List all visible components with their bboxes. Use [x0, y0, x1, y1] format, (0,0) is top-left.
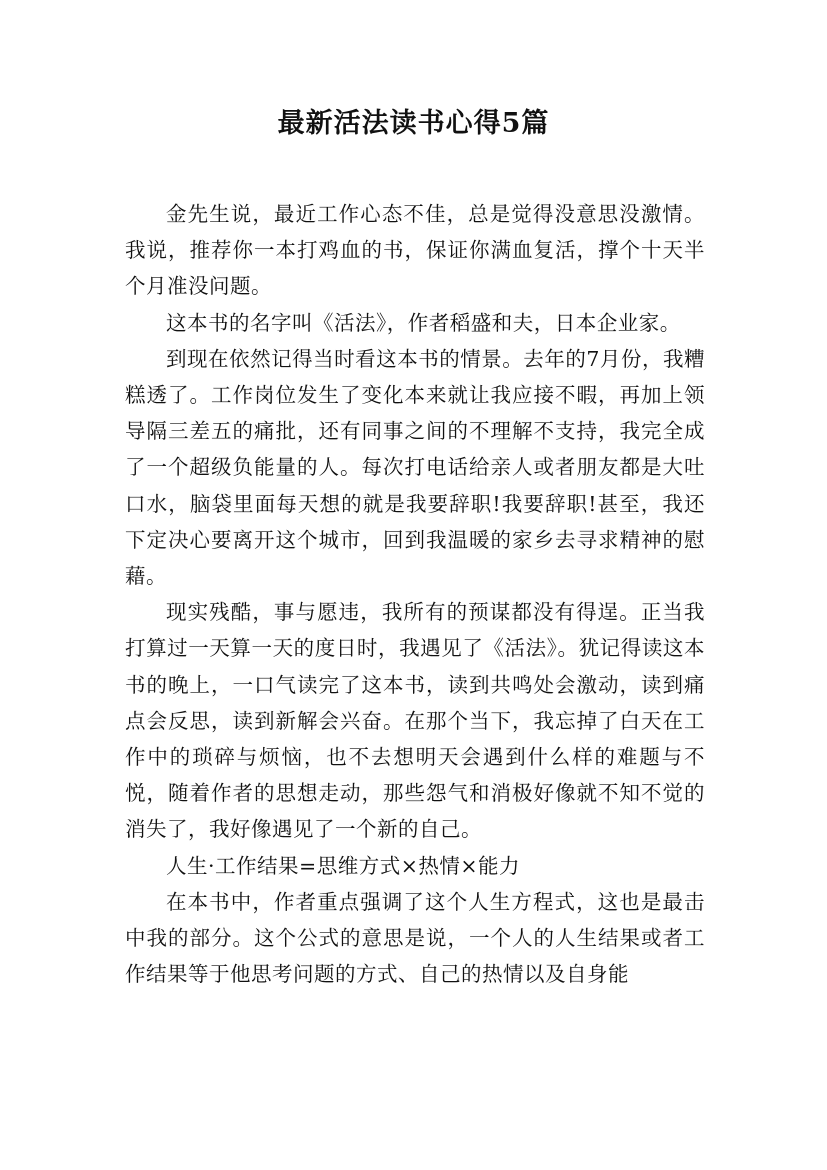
paragraph-6: 在本书中，作者重点强调了这个人生方程式，这也是最击中我的部分。这个公式的意思是说，一个人的人生结果或者工作结果等于他思考问题的方式、自己的热情以及自身能: [125, 889, 705, 987]
document-title: 最新活法读书心得5篇: [277, 108, 550, 139]
paragraph-4: 现实残酷，事与愿违，我所有的预谋都没有得逞。正当我打算过一天算一天的度日时，我遇见了《活法》。犹记得读这本书的晚上，一口气读完了这本书，读到共鸣处会激动，读到痛点会反思，读到新解会兴奋。在那个当下，我忘掉了白天在工作中的琐碎与烦恼，也不去想明天会遇到什么样的难题与不悦，随着作者的思想走动，那些怨气和消极好像就不知不觉的消失了，我好像遇见了一个新的自己。: [125, 600, 705, 842]
document-body: [125, 196, 705, 992]
paragraph-2: 这本书的名字叫《活法》，作者稻盛和夫，日本企业家。: [166, 310, 681, 335]
paragraph-1: 金先生说，最近工作心态不佳，总是觉得没意思没激情。我说，推荐你一本打鸡血的书，保证你满血复活，撑个十天半个月准没问题。: [125, 202, 705, 299]
paragraph-3: 到现在依然记得当时看这本书的情景。去年的7月份，我糟糕透了。工作岗位发生了变化本来就让我应接不暇，再加上领导隔三差五的痛批，还有同事之间的不理解不支持，我完全成了一个超级负能量的人。每次打电话给亲人或者朋友都是大吐口水，脑袋里面每天想的就是我要辞职!我要辞职!甚至，我还下定决心要离开这个城市，回到我温暖的家乡去寻求精神的慰藉。: [125, 346, 705, 589]
paragraph-5-formula: 人生·工作结果=思维方式×热情×能力: [166, 853, 521, 878]
